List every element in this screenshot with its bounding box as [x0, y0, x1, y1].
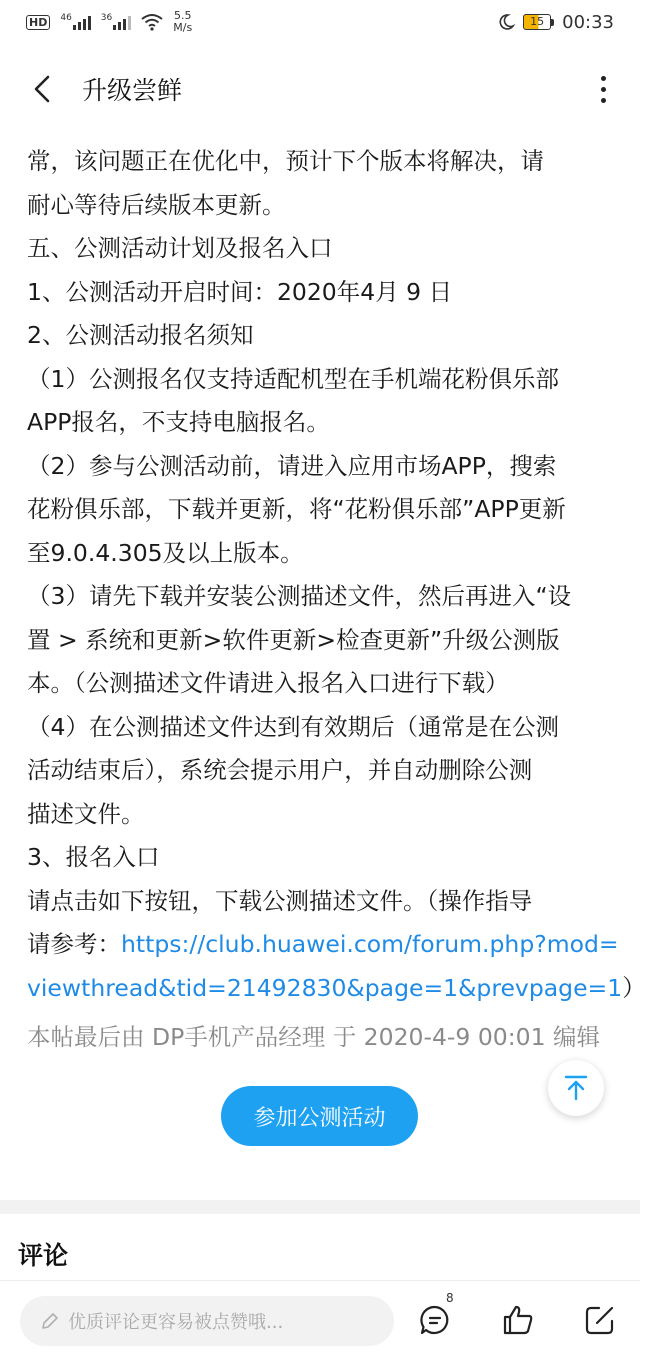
- status-right: [497, 12, 614, 33]
- battery-icon: [523, 14, 554, 30]
- article-line: 常，该问题正在优化中，预计下个版本将解决，请: [27, 147, 544, 175]
- battery-level: 15: [523, 14, 551, 30]
- signal-2: [101, 14, 131, 30]
- speed-value: 5.5: [173, 9, 192, 22]
- comment-bar: [0, 1280, 640, 1362]
- article-line: （1）公测报名仅支持适配机型在手机端花粉俱乐部: [27, 364, 559, 393]
- article-line: 描述文件。: [27, 799, 145, 828]
- more-options-button[interactable]: [588, 69, 618, 109]
- arrow-up-icon: [563, 1074, 589, 1102]
- back-button[interactable]: [22, 69, 62, 109]
- article-line: 耐心等待后续版本更新。: [27, 190, 286, 219]
- signal-1: [60, 14, 90, 30]
- article-line: 置 > 系统和更新>软件更新>检查更新”升级公测版: [27, 625, 560, 654]
- edited-note: 本帖最后由 DP手机产品经理 于 2020-4-9 00:01 编辑: [27, 1023, 601, 1051]
- article-line: 3、报名入口: [27, 843, 160, 871]
- article-line: （3）请先下载并安装公测描述文件，然后再进入“设: [27, 582, 572, 610]
- guide-link-part-2[interactable]: viewthread&tid=21492830&page=1&prevpage=1: [27, 973, 623, 1002]
- signal-bars-icon: [73, 14, 91, 30]
- comment-input[interactable]: [20, 1296, 394, 1346]
- more-dot: [601, 76, 606, 81]
- like-thumb-icon[interactable]: [501, 1303, 535, 1337]
- more-dot: [601, 98, 606, 103]
- signal-bars-icon: [113, 14, 131, 30]
- article-lines: [27, 140, 617, 923]
- scroll-to-top-button[interactable]: [548, 1060, 604, 1116]
- moon-icon: [497, 13, 515, 31]
- share-edit-icon[interactable]: [583, 1303, 617, 1337]
- join-beta-button[interactable]: 参加公测活动: [221, 1086, 418, 1146]
- network-type-2: 36: [100, 13, 113, 23]
- article-line-link-1: [27, 923, 617, 967]
- comment-icon[interactable]: [418, 1303, 452, 1337]
- article-line: （4）在公测描述文件达到有效期后（通常是在公测: [27, 712, 559, 741]
- article-line: 五、公测活动计划及报名入口: [27, 234, 333, 262]
- network-speed: [173, 10, 192, 34]
- article-line: 活动结束后），系统会提示用户，并自动删除公测: [27, 756, 533, 784]
- guide-link-part-1[interactable]: https://club.huawei.com/forum.php?mod=: [121, 930, 619, 958]
- article-line: 至9.0.4.305及以上版本。: [27, 538, 304, 567]
- article-line: 1、公测活动开启时间：2020年4月 9 日: [27, 277, 453, 306]
- article-line: APP报名，不支持电脑报名。: [27, 408, 330, 436]
- reference-suffix: ）: [622, 973, 646, 1002]
- comment-count-badge: 8: [446, 1291, 454, 1305]
- reference-prefix: 请参考：: [27, 930, 121, 958]
- wifi-icon: [141, 13, 163, 31]
- article-line: 花粉俱乐部，下载并更新，将“花粉俱乐部”APP更新: [27, 495, 566, 523]
- page-title: 升级尝鲜: [82, 76, 183, 105]
- clock: 00:33: [562, 11, 614, 33]
- status-bar: [0, 0, 640, 44]
- section-divider: [0, 1200, 640, 1214]
- top-app-bar: [0, 56, 640, 122]
- article-line: 2、公测活动报名须知: [27, 321, 254, 349]
- more-dot: [601, 87, 606, 92]
- hd-indicator: HD: [26, 15, 50, 30]
- article-line-link-2: [27, 967, 646, 1011]
- network-type-1: 46: [60, 13, 72, 23]
- article-line: （2）参与公测活动前，请进入应用市场APP，搜索: [27, 451, 557, 480]
- article-line: 本。（公测描述文件请进入报名入口进行下载）: [27, 669, 509, 697]
- status-left: [26, 10, 192, 34]
- comments-heading: 评论: [18, 1241, 69, 1270]
- article-line: 请点击如下按钮，下载公测描述文件。（操作指导: [27, 886, 533, 915]
- comment-placeholder: 优质评论更容易被点赞哦...: [68, 1312, 284, 1333]
- back-arrow-icon: [30, 74, 54, 104]
- speed-unit: M/s: [173, 21, 193, 34]
- article-body: [27, 140, 646, 1060]
- pencil-icon: [40, 1311, 60, 1331]
